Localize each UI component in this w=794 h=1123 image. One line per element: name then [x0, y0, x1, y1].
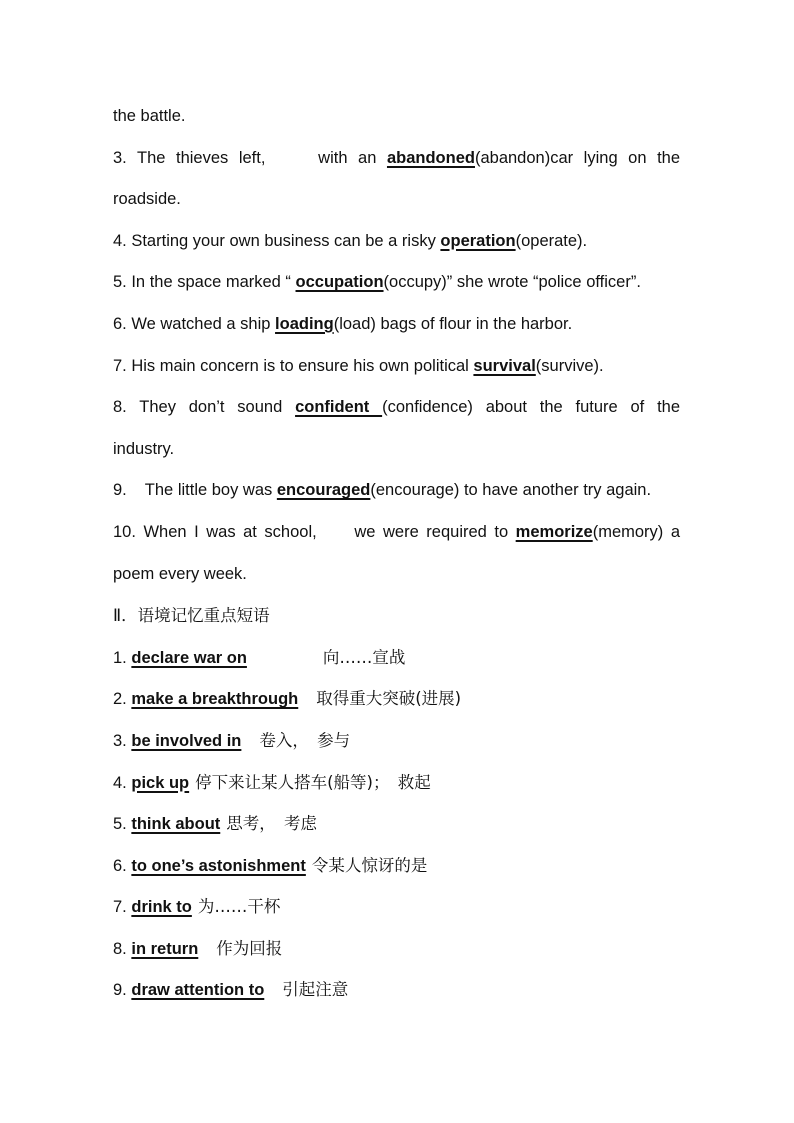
sentence-text: (load) bags of flour in the harbor. [333, 314, 573, 333]
exercise-line-continuation [113, 96, 680, 138]
phrase-item-7 [113, 886, 680, 928]
phrase-meaning: 引起注意 [282, 980, 349, 1000]
phrase-answer: in return [131, 939, 199, 958]
phrase-answer: be involved in [131, 731, 242, 750]
phrase-number: 7. [113, 898, 132, 917]
sentence-text: the battle. [113, 107, 186, 125]
phrase-answer: declare war on [131, 648, 247, 667]
exercise-line-6 [113, 304, 680, 346]
sentence-text: (operate). [515, 231, 588, 250]
phrase-meaning: 停下来让某人搭车(船等)； 救起 [195, 772, 431, 792]
phrase-number: 8. [113, 939, 132, 958]
phrase-answer: drink to [131, 898, 192, 917]
phrase-meaning: 作为回报 [216, 938, 283, 958]
exercise-line-7 [113, 346, 680, 388]
exercise-line-10-cont [113, 554, 680, 596]
sentence-text: 6. We watched a ship [113, 314, 276, 333]
sentence-text: (confidence) about the future of the [382, 398, 681, 417]
exercise-line-5 [113, 262, 680, 304]
sentence-text: 7. His main concern is to ensure his own political [113, 356, 474, 375]
phrase-number: 5. [113, 815, 132, 834]
answer-word: memorize [515, 522, 593, 541]
phrase-meaning: 取得重大突破(进展) [316, 689, 462, 709]
phrase-number: 4. [113, 773, 132, 792]
phrase-item-4 [113, 762, 680, 804]
sentence-text: 8. They don’t sound [113, 398, 296, 417]
sentence-text: (encourage) to have another try again. [370, 481, 652, 500]
sentence-text: 9. The little boy was [113, 481, 277, 500]
sentence-text: (occupy)” she wrote “police officer”. [383, 273, 641, 292]
phrase-number: 3. [113, 731, 132, 750]
answer-word: abandoned [386, 148, 475, 167]
phrase-item-3 [113, 720, 680, 762]
phrase-item-5 [113, 803, 680, 845]
document-page [113, 96, 680, 1011]
phrase-item-2 [113, 678, 680, 720]
exercise-line-4 [113, 221, 680, 263]
phrase-number: 2. [113, 690, 132, 709]
exercise-line-3 [113, 138, 680, 180]
phrase-number: 1. [113, 648, 132, 667]
answer-word: loading [275, 314, 334, 333]
exercise-line-3-cont [113, 179, 680, 221]
sentence-text: 4. Starting your own business can be a risky [113, 231, 441, 250]
phrase-answer: think about [131, 815, 221, 834]
phrase-meaning: 卷入， 参与 [259, 730, 351, 750]
phrase-answer: to one’s astonishment [131, 856, 306, 875]
exercise-line-10 [113, 512, 680, 554]
exercise-line-9 [113, 470, 680, 512]
phrase-meaning: 令某人惊讶的是 [311, 855, 428, 875]
phrase-answer: draw attention to [131, 981, 265, 1000]
section-heading: Ⅱ．语境记忆重点短语 [113, 606, 270, 626]
answer-word: encouraged [276, 481, 371, 500]
sentence-text: poem every week. [113, 564, 247, 583]
answer-word: survival [473, 356, 536, 375]
sentence-text: 5. In the space marked “ [113, 273, 296, 292]
sentence-text: (abandon)car lying on the [474, 148, 681, 167]
answer-word: operation [440, 231, 516, 250]
exercise-line-8-cont [113, 429, 680, 471]
phrase-item-9 [113, 969, 680, 1011]
phrase-item-6 [113, 845, 680, 887]
phrase-item-1 [113, 637, 680, 679]
sentence-text: industry. [113, 439, 175, 458]
phrase-meaning: 思考， 考虑 [226, 814, 318, 834]
sentence-text: (survive). [535, 356, 604, 375]
phrase-meaning: 向……宣战 [322, 647, 406, 667]
sentence-text: roadside. [113, 190, 181, 209]
phrase-meaning: 为……干杯 [197, 897, 281, 917]
phrase-number: 6. [113, 856, 132, 875]
phrase-answer: pick up [131, 773, 190, 792]
sentence-text: 3. The thieves left, with an [113, 148, 387, 167]
answer-word: occupation [295, 273, 384, 292]
phrase-item-8 [113, 928, 680, 970]
phrase-number: 9. [113, 981, 132, 1000]
answer-word: confident [295, 398, 383, 417]
phrase-answer: make a breakthrough [131, 690, 299, 709]
exercise-line-8 [113, 387, 680, 429]
sentence-text: (memory) a [592, 522, 680, 541]
sentence-text: 10. When I was at school, we were required to [113, 522, 516, 541]
